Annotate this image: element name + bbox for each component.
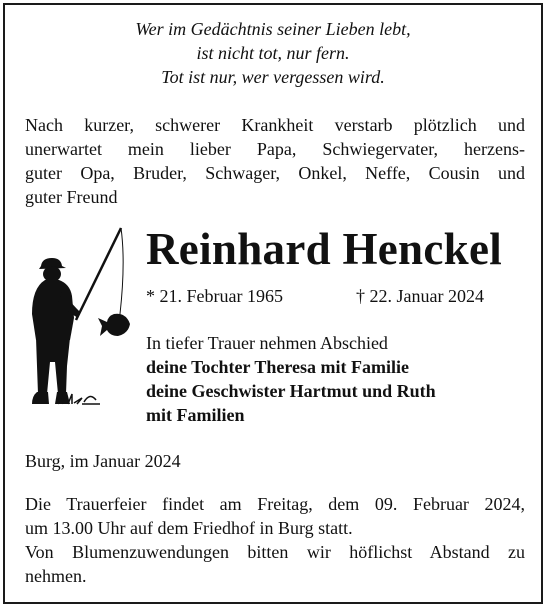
deceased-name: Reinhard Henckel bbox=[146, 224, 503, 274]
service-line: nehmen. bbox=[25, 566, 87, 586]
place-and-date: Burg, im Januar 2024 bbox=[25, 451, 181, 471]
service-line: um 13.00 Uhr auf dem Friedhof in Burg statt. bbox=[25, 518, 353, 538]
funeral-service-paragraph bbox=[25, 492, 525, 588]
mourner-line: deine Tochter Theresa mit Familie bbox=[146, 357, 409, 377]
mourner-line: deine Geschwister Hartmut und Ruth bbox=[146, 381, 436, 401]
death-date: † 22. Januar 2024 bbox=[356, 286, 484, 306]
intro-line: unerwartet mein lieber Papa, Schwiegervater, herzens- bbox=[25, 139, 525, 159]
service-line: Die Trauerfeier findet am Freitag, dem 09. Februar 2024, bbox=[25, 494, 525, 514]
intro-line: guter Opa, Bruder, Schwager, Onkel, Neffe, Cousin und bbox=[25, 163, 525, 183]
mourner-line: mit Familien bbox=[146, 405, 245, 425]
fisherman-silhouette-icon bbox=[22, 222, 140, 422]
service-line: Von Blumenzuwendungen bitten wir höflichst Abstand zu bbox=[25, 542, 525, 562]
intro-line: Nach kurzer, schwerer Krankheit verstarb plötzlich und bbox=[25, 115, 525, 135]
poem-line: Wer im Gedächtnis seiner Lieben lebt, bbox=[135, 19, 411, 39]
intro-line: guter Freund bbox=[25, 187, 118, 207]
memorial-poem bbox=[0, 17, 546, 89]
mourners-block bbox=[146, 331, 436, 427]
poem-line: ist nicht tot, nur fern. bbox=[196, 43, 350, 63]
poem-line: Tot ist nur, wer vergessen wird. bbox=[161, 67, 385, 87]
birth-date: * 21. Februar 1965 bbox=[146, 286, 283, 306]
mourners-heading: In tiefer Trauer nehmen Abschied bbox=[146, 333, 388, 353]
intro-paragraph bbox=[25, 113, 525, 209]
